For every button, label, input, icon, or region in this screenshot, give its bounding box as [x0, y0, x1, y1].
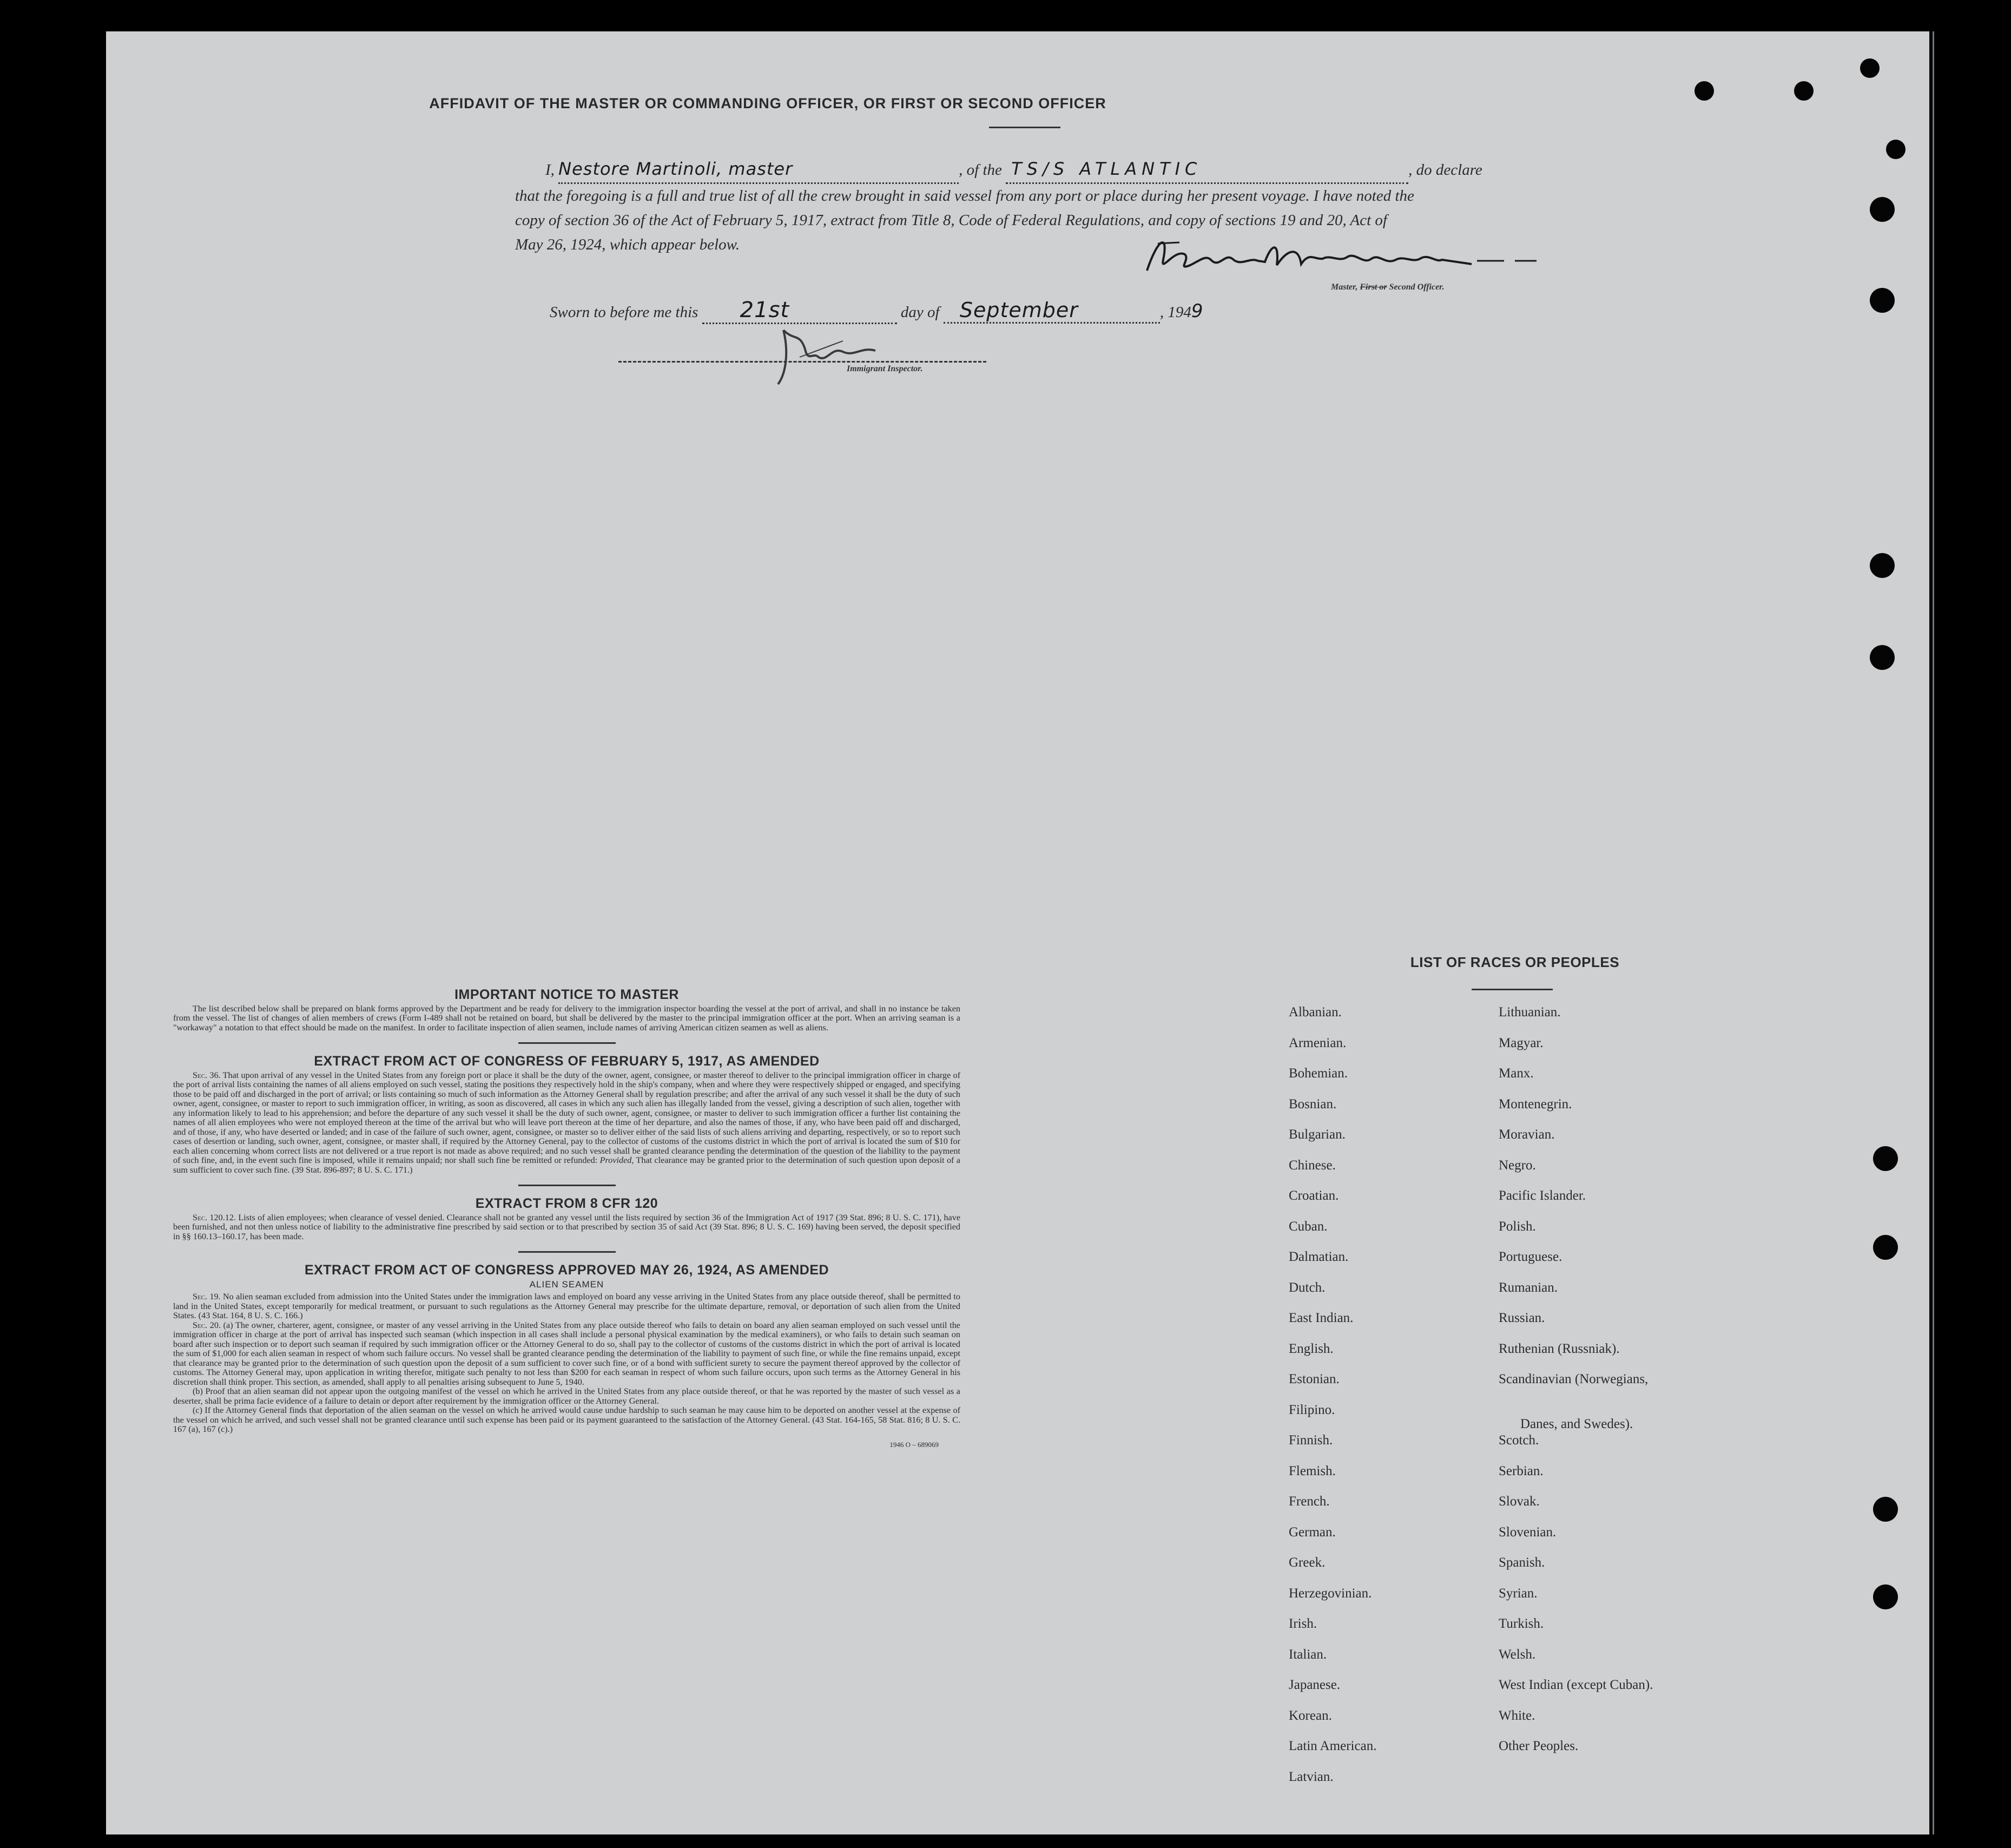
punch-hole — [1873, 1146, 1898, 1171]
race-item: Rumanian. — [1499, 1280, 1558, 1295]
race-item: Magyar. — [1499, 1035, 1544, 1050]
race-item: Montenegrin. — [1499, 1096, 1572, 1112]
race-item: Manx. — [1499, 1066, 1534, 1081]
race-item: White. — [1499, 1708, 1535, 1723]
sworn-month: September — [959, 298, 1078, 322]
page-edge-divider — [1933, 31, 1934, 1834]
race-item: Korean. — [1289, 1708, 1332, 1723]
extract-1917-end: That clearance may be granted prior to the determination of such question upon deposit of a sum sufficient to cover such fine. (39 Stat. 896-897; 8 U. S. C. 171.) — [173, 1155, 960, 1175]
race-item: Dalmatian. — [1289, 1249, 1349, 1264]
sworn-month-field — [944, 298, 1160, 324]
race-item: Cuban. — [1289, 1219, 1328, 1234]
year-prefix: , 194 — [1159, 304, 1191, 321]
affidavit-line-4: May 26, 1924, which appear below. — [515, 236, 740, 253]
notice-title: IMPORTANT NOTICE TO MASTER — [454, 987, 679, 1002]
sec-label: Sec. — [193, 1292, 208, 1301]
punch-hole — [1886, 140, 1905, 159]
vessel-field — [1006, 157, 1408, 184]
race-item: Russian. — [1499, 1311, 1545, 1325]
race-item: Japanese. — [1289, 1678, 1341, 1692]
race-item: Estonian. — [1289, 1372, 1340, 1386]
extract-1917-text — [173, 1071, 960, 1175]
extract-1917-title: EXTRACT FROM ACT OF CONGRESS OF FEBRUARY 5, 1917, AS AMENDED — [314, 1054, 820, 1069]
race-item: Portuguese. — [1499, 1249, 1562, 1264]
race-item: Ruthenian (Russniak). — [1499, 1341, 1620, 1356]
race-item: Negro. — [1499, 1158, 1536, 1173]
section-20a-text — [173, 1321, 960, 1387]
section-19-text — [173, 1292, 960, 1321]
race-item: Flemish. — [1289, 1463, 1336, 1478]
race-item: Scandinavian (Norwegians, — [1499, 1372, 1649, 1386]
form-title: AFFIDAVIT OF THE MASTER OR COMMANDING OFFICER, OR FIRST OR SECOND OFFICER — [429, 95, 1106, 111]
inspector-initials-mark — [767, 319, 886, 390]
print-number: 1946 O – 689069 — [889, 1440, 939, 1449]
legal-notices — [173, 987, 961, 1449]
section-20c-text: (c) If the Attorney General finds that deportation of the alien seaman on the vessel on which he arrived would cause undue hardship to such seaman he may cause him to be deported on another vessel at the expense of the vessel on which he arrived, and such vessel shall not be granted clearance until such expense has been paid or its payment guaranteed to the satisfaction of the Attorney General. (43 Stat. 164-165, 58 Stat. 816; 8 U. S. C. 167 (a), 167 (c).) — [173, 1405, 960, 1434]
race-item: Slovenian. — [1499, 1524, 1557, 1540]
affidavit-of-the: , of the — [959, 161, 1002, 179]
race-item: Finnish. — [1289, 1433, 1333, 1448]
race-item: Moravian. — [1499, 1127, 1555, 1142]
race-item: Serbian. — [1499, 1463, 1544, 1478]
section-19-body: 19. No alien seaman excluded from admission into the United States under the immigration laws and employed on board any vesse arriving in the United States from any place outside thereof, shall be permitted to land in the United States, except temporarily for medical treatment, or pursuant to such regulations as the Attorney General may prescribe for the ultimate departure, removal, or deportation of such alien from the United States. (43 Stat. 164, 8 U. S. C. 166.) — [173, 1292, 960, 1320]
master-name-field — [558, 157, 959, 184]
sworn-prefix: Sworn to before me this — [550, 304, 698, 321]
punch-hole — [1873, 1497, 1898, 1522]
section-20a-body: 20. (a) The owner, charterer, agent, consignee, or master of any vessel arriving in the United States from any place outside thereof who fails to detain on board any alien seaman employed on such vessel until the immigration officer in charge at the port of arrival has inspected such seaman (which inspection in all cases shall include a personal physical examination by the medical examiners), or who fails to detain such seaman on board after such inspection or to deport such seaman if required by such immigration officer or the Attorney General to do so, shall pay to the collector of customs of the customs district in which the port of arrival is located the sum of $1,000 for each alien seaman in respect of whom such failure occurs. No vessel shall be granted clearance pending the determination of the liability to payment of such fine, or while the fine remains unpaid, except that clearance may be granted prior to the determination of such question upon the deposit of a sum sufficient to cover such fine, or of a bond with sufficient surety to secure the payment thereof approved by the collector of customs. The Attorney General may, upon application in writing therefor, mitigate such penalty to not less than $200 for each seaman in respect of whom such failure occurs, upon such terms as the Attorney General in his discretion shall think proper. This section, as amended, shall apply to all penalties arising subsequent to June 5, 1940. — [173, 1320, 960, 1387]
punch-hole — [1873, 1235, 1898, 1260]
signer-title-second: Second Officer. — [1389, 282, 1445, 292]
extract-1924-subtitle: ALIEN SEAMEN — [529, 1279, 604, 1290]
extract-cfr-text — [173, 1213, 960, 1242]
race-item: Slovak. — [1499, 1494, 1540, 1509]
extract-1924-title: EXTRACT FROM ACT OF CONGRESS APPROVED MAY 26, 1924, AS AMENDED — [304, 1262, 829, 1278]
extract-cfr-body: 120.12. Lists of alien employees; when clearance of vessel denied. Clearance shall not be granted any vessel until the lists required by section 36 of the Immigration Act of 1917 (39 Stat. 896; 8 U. S. C. 171), have been furnished, and not then unless notice of liability to the administrative fine prescribed by said section or to that prescribed by section 35 of said Act (39 Stat. 896; 8 U. S. C. 169) having been served, the deposit specified in §§ 160.13–160.17, has been made. — [173, 1212, 961, 1241]
race-item: Danes, and Swedes). — [1520, 1416, 1633, 1431]
race-item: Latvian. — [1289, 1769, 1334, 1784]
race-item: Other Peoples. — [1499, 1739, 1579, 1753]
affidavit-i: I, — [545, 161, 555, 179]
race-item: Italian. — [1289, 1647, 1327, 1662]
race-item: Bosnian. — [1289, 1096, 1337, 1112]
race-item: Irish. — [1289, 1616, 1317, 1631]
master-signature — [1125, 227, 1547, 287]
year-digit: 9 — [1191, 300, 1204, 322]
sworn-day: 21st — [740, 298, 790, 323]
punch-hole — [1870, 288, 1895, 313]
punch-hole — [1870, 197, 1895, 222]
section-divider — [518, 1251, 616, 1253]
signer-title-master: Master, — [1331, 282, 1358, 292]
section-20b-text: (b) Proof that an alien seaman did not appear upon the outgoing manifest of the vessel on which he arrived in the United States from any place outside thereof, or that he was reported by the master of such vessel as a deserter, shall be prima facie evidence of a failure to detain or deport after requirement by the immigration officer or the Attorney General. — [173, 1386, 960, 1406]
race-item: Turkish. — [1499, 1616, 1544, 1631]
affidavit-do-declare: , do declare — [1408, 161, 1482, 179]
race-item: Syrian. — [1499, 1586, 1538, 1601]
section-divider — [518, 1185, 616, 1186]
race-item: Bohemian. — [1289, 1066, 1348, 1081]
race-item: French. — [1289, 1494, 1330, 1509]
race-item: Latin American. — [1289, 1739, 1377, 1753]
sec-label: Sec. — [193, 1320, 208, 1330]
sec-label: Sec. — [193, 1070, 208, 1080]
vessel-name: TS/S ATLANTIC — [1011, 159, 1202, 179]
race-item: Spanish. — [1499, 1555, 1545, 1570]
punch-hole — [1694, 81, 1714, 101]
race-item: Herzegovinian. — [1289, 1586, 1372, 1601]
race-item: Bulgarian. — [1289, 1127, 1346, 1142]
race-item: Lithuanian. — [1499, 1005, 1561, 1020]
title-rule — [989, 127, 1060, 128]
extract-cfr-title: EXTRACT FROM 8 CFR 120 — [475, 1196, 658, 1211]
master-signature-block — [1125, 227, 1547, 303]
punch-hole — [1873, 1584, 1898, 1609]
race-item: Welsh. — [1499, 1647, 1536, 1662]
race-item: Croatian. — [1289, 1188, 1339, 1203]
day-of-label: day of — [900, 304, 940, 321]
punch-hole — [1870, 645, 1895, 670]
race-item: Chinese. — [1289, 1158, 1336, 1173]
punch-hole — [1860, 58, 1880, 78]
master-name: Nestore Martinoli, master — [558, 159, 793, 179]
inspector-signature-line — [618, 361, 986, 363]
race-item: Pacific Islander. — [1499, 1188, 1586, 1203]
signer-title-struck: First or — [1360, 282, 1387, 292]
notice-text: The list described below shall be prepared on blank forms approved by the Department and be ready for delivery to the immigration inspector boarding the vessel at the port of arrival, and shall in no instance be taken from the vessel. The list of changes of alien members of crews (Form I-489 shall not be retained on board, but shall be delivered by the master to the principal immigration officer at the port. When an arriving seaman is a "workaway" a notation to that effect should be made on the manifest. In order to facilitate inspection of alien seamen, include names of arriving American citizen seamen as well as aliens. — [173, 1003, 960, 1032]
race-item: Filipino. — [1289, 1402, 1335, 1417]
punch-hole — [1794, 81, 1814, 101]
race-item: English. — [1289, 1341, 1334, 1356]
race-item: Armenian. — [1289, 1035, 1347, 1050]
section-divider — [518, 1042, 616, 1044]
sec-label: Sec. — [193, 1212, 208, 1222]
races-title-rule — [1472, 989, 1553, 990]
race-item: German. — [1289, 1524, 1336, 1540]
affidavit-line-2: that the foregoing is a full and true list of all the crew brought in said vessel from any port or place during her present voyage. I have noted the — [515, 187, 1414, 205]
race-item: Dutch. — [1289, 1280, 1326, 1295]
race-item: East Indian. — [1289, 1311, 1354, 1325]
extract-1917-body: 36. That upon arrival of any vessel in the United States from any foreign port or place it shall be the duty of the owner, agent, consignee, or master thereof to deliver to the principal immigration officer in charge of the port of arrival lists containing the names of all aliens employed on such vessel, stating the positions they respectively hold in the ship's company, when and where they were respectively shipped or engaged, and specifying those to be paid off and discharged in the port of arrival; or lists containing so much of such information as the Attorney General shall by regulation prescribe; and after the arrival of any such vessel it shall be the duty of such owner, agent, consignee, or master to report to such immigration officer, in writing, as soon as discovered, all cases in which any such alien has illegally landed from the vessel, giving a description of such alien, together with any information likely to lead to his apprehension; and before the departure of any such vessel it shall be the duty of such owner, agent, consignee, or master to deliver to such immigration officer a further list containing the names of all alien employees who were not employed thereon at the time of the arrival but who will leave port thereon at the time of her departure, and also the names of those, if any, who have been paid off and discharged, and of those, if any, who have deserted or landed; and in case of the failure of such owner, agent, consignee, or master so to deliver either of the said lists of such aliens arriving and departing, respectively, or so to report such cases of desertion or landing, such owner, agent, consignee, or master shall, if required by the Attorney General, pay to the collector of customs of the customs district in which the port of arrival is located the sum of $10 for each alien concerning whom correct lists are not delivered or a true report is not made as above required; and no such vessel shall be granted clearance pending the determination of the question of the liability to the payment of such fine, and, in the event such fine is imposed, while it remains unpaid; nor shall such fine be remitted or refunded: — [173, 1070, 961, 1165]
race-item: Greek. — [1289, 1555, 1326, 1570]
affidavit-line-3: copy of section 36 of the Act of February 5, 1917, extract from Title 8, Code of Federal Regulations, and copy of sections 19 and 20, Act of — [515, 212, 1387, 229]
signer-title — [1331, 282, 1445, 292]
punch-hole — [1870, 553, 1895, 578]
race-item: Polish. — [1499, 1219, 1536, 1234]
inspector-label: Immigrant Inspector. — [847, 364, 923, 373]
race-item: West Indian (except Cuban). — [1499, 1678, 1653, 1692]
races-title: LIST OF RACES OR PEOPLES — [1410, 954, 1620, 970]
race-item: Scotch. — [1499, 1433, 1539, 1448]
race-item: Albanian. — [1289, 1005, 1342, 1020]
provided-word: Provided, — [599, 1155, 634, 1165]
